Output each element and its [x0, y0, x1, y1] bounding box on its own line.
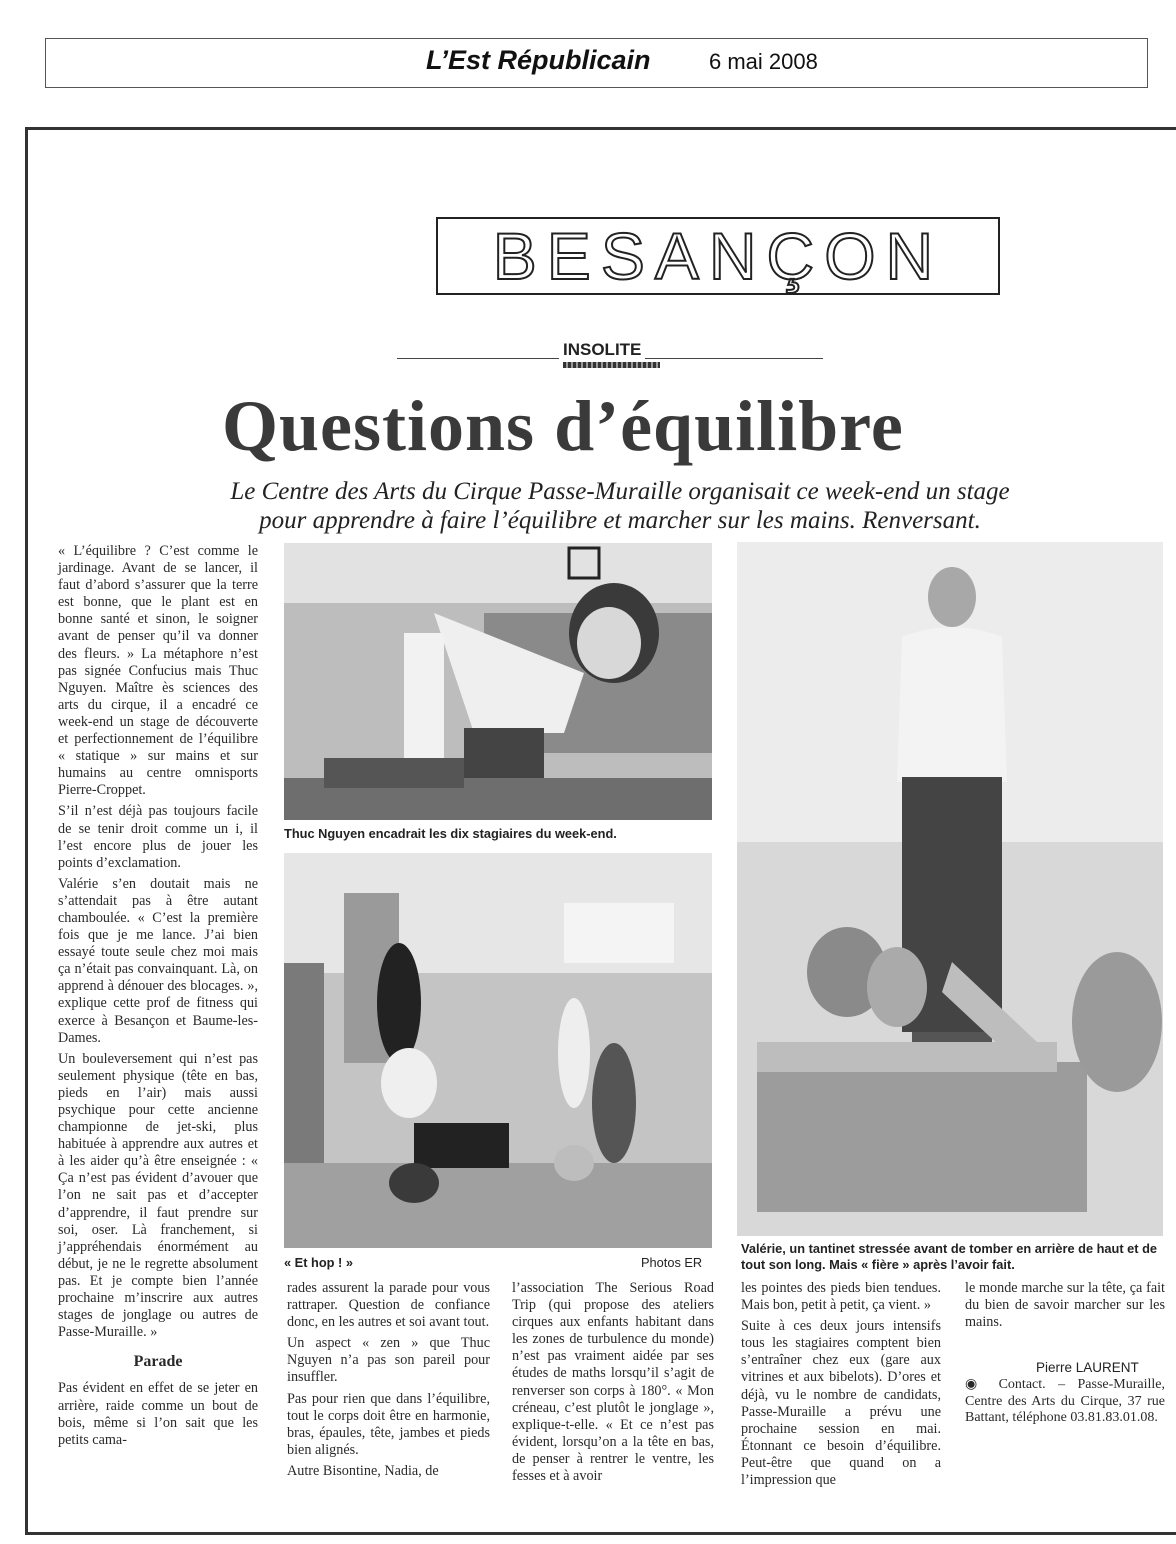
- article-column-4: [741, 1280, 941, 1493]
- standfirst-line-1: Le Centre des Arts du Cirque Passe-Muraille organisait ce week-end un stage: [230, 478, 1010, 505]
- paragraph: le monde marche sur la tête, ça fait du bien de savoir marcher sur les mains.: [965, 1280, 1165, 1331]
- photo-valerie-caption: Valérie, un tantinet stressée avant de tomber en arrière de haut et de tout son long. Mais « fière » après l’avoir fait.: [741, 1241, 1158, 1272]
- article-column-3: [512, 1280, 714, 1489]
- section-title: BESANÇON: [492, 219, 944, 293]
- article-column-5: [965, 1280, 1165, 1335]
- photo-instructor: [284, 543, 712, 820]
- paragraph: Pas pour rien que dans l’équilibre, tout le corps doit être en harmonie, bras, épaules, tête, jambes et pieds bien alignés.: [287, 1390, 490, 1458]
- standfirst-line-2: pour apprendre à faire l’équilibre et marcher sur les mains. Renversant.: [259, 507, 981, 534]
- paragraph: « L’équilibre ? C’est comme le jardinage. Avant de se lancer, il faut d’abord s’assurer que la terre est bonne, que le plant est en bonne santé et sinon, le soigner avant de penser qu’il va donner des fleurs. » La métaphore n’est pas signée Confucius mais Thuc Nguyen. Maître ès sciences des arts du cirque, il a encadré ce week-end un stage de découverte et perfectionnement de l’équilibre « statique » sur mains et sur humains au centre omnisports Pierre-Croppet.: [58, 543, 258, 799]
- paragraph: rades assurent la parade pour vous rattraper. Question de confiance donc, en les autres et soi avant tout.: [287, 1280, 490, 1331]
- paragraph: Un aspect « zen » que Thuc Nguyen n’a pas son pareil pour insuffler.: [287, 1335, 490, 1386]
- newspaper-name: L’Est Républicain: [426, 45, 651, 75]
- paragraph: S’il n’est déjà pas toujours facile de se tenir droit comme un i, il l’est encore plus de jouer les points d’exclamation.: [58, 803, 258, 871]
- paragraph: l’association The Serious Road Trip (qui propose des ateliers cirques aux enfants habitant dans les zones de turbulence du monde) n’est pas vraiment aidée par ses études de maths lorsqu’il s’agit de renverser son corps à 180°. « Mon créneau, c’est plutôt le jonglage », explique-t-elle. « Et ce n’est pas évident, lorsqu’on a la tête en bas, de penser à rentrer le ventre, les fesses et à avoir: [512, 1280, 714, 1485]
- kicker-label: INSOLITE: [559, 340, 645, 360]
- publication-date: 6 mai 2008: [709, 49, 818, 74]
- paragraph: les pointes des pieds bien tendues. Mais bon, petit à petit, ça vient. »: [741, 1280, 941, 1314]
- contact-text: Contact. – Passe-Muraille, Centre des Arts du Cirque, 37 rue Battant, téléphone 03.81.83.01.08.: [965, 1377, 1165, 1425]
- photo-credit: Photos ER: [641, 1255, 703, 1270]
- paragraph: Un bouleversement qui n’est pas seulement physique (tête en bas, pieds en l’air) mais aussi psychique pour cette ancienne championne de jet-ski, plus habituée à apprendre aux autres et à les aider qu’à être enseignée : « Ça n’est pas évident d’avouer que l’on ne sait pas et d’accepter d’apprendre, il faut prendre sur soi, oser. Là franchement, si j’appréhendais énormément au début, je ne le regrette absolument pas. Et je compte bien l’année prochaine m’inscrire aux autres stages de jonglage ou autres de Passe-Muraille. »: [58, 1050, 258, 1341]
- article-column-2: [287, 1280, 490, 1484]
- paragraph: Suite à ces deux jours intensifs tous les stagiaires comptent bien s’entraîner chez eux (gare aux vitrines et aux bibelots). D’ores et déjà, vu le nombre de candidats, Passe-Muraille a prévu une prochaine session en mai. Étonnant ce besoin d’équilibre. Peut-être que quand on a l’impression que: [741, 1318, 941, 1489]
- section-banner: [436, 217, 1000, 295]
- photo-valerie: [737, 542, 1163, 1236]
- contact-info: [965, 1377, 1165, 1427]
- kicker-underline: [563, 362, 660, 368]
- headline: Questions d’équilibre: [222, 386, 904, 466]
- author-signature: Pierre LAURENT: [1036, 1360, 1139, 1375]
- paragraph: Valérie s’en doutait mais ne s’attendait pas à être autant chamboulée. « C’est la première fois que je me lance. J’ai bien essayé toute seule chez moi mais ça n’était pas convainquant. Là, on apprend à dénouer des blocages. », explique cette prof de fitness qui exerce à Besançon et Baume-les-Dames.: [58, 875, 258, 1046]
- photo-instructor-caption: Thuc Nguyen encadrait les dix stagiaires du week-end.: [284, 826, 617, 841]
- standfirst: [100, 477, 1140, 535]
- photo-handstands: [284, 853, 712, 1248]
- paragraph: Autre Bisontine, Nadia, de: [287, 1462, 439, 1479]
- article-column-1: [58, 543, 258, 1453]
- paragraph: Pas évident en effet de se jeter en arrière, raide comme un bout de bois, même si l’on sait que les petits cama-: [58, 1380, 258, 1448]
- contact-bullet-icon: ◉: [965, 1377, 999, 1392]
- masthead: [45, 38, 1148, 88]
- subheading: Parade: [133, 1353, 183, 1371]
- photo-handstands-caption: « Et hop ! »: [284, 1255, 353, 1270]
